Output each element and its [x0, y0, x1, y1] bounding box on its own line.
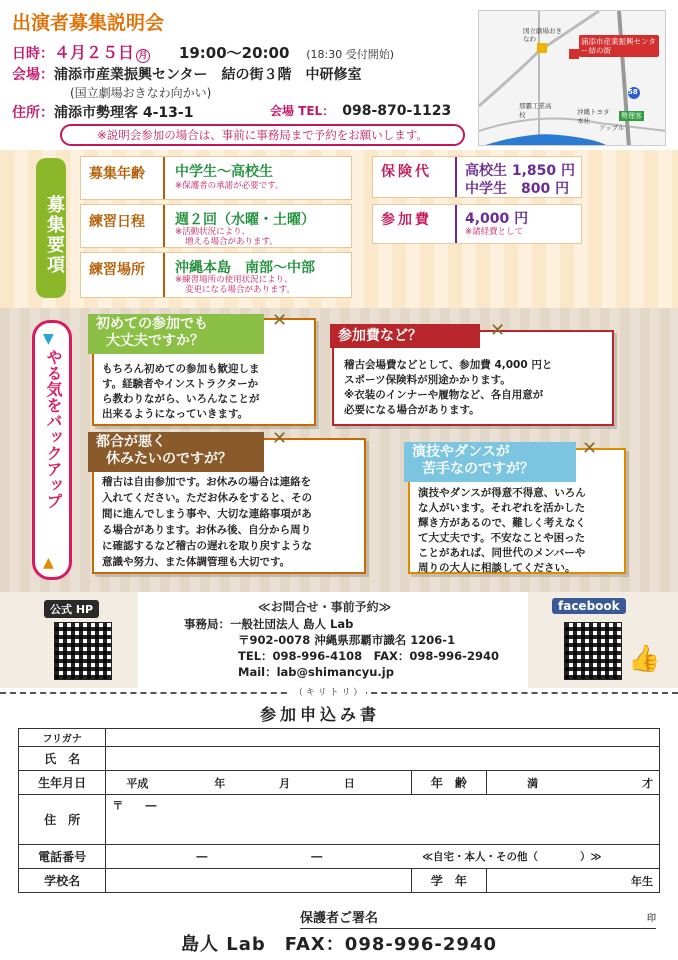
furigana-field[interactable] — [106, 729, 660, 747]
address-label: 住所： — [12, 105, 54, 121]
qa-card-fees-heading: 参加費など？ — [330, 324, 480, 348]
venue-map — [478, 10, 666, 146]
venue-line — [12, 64, 361, 84]
like-thumb-icon: 👍 — [628, 644, 661, 674]
age-label: 年 齢 — [411, 771, 487, 795]
name-label: 氏 名 — [19, 747, 106, 771]
date-value: ４月２５日 — [54, 43, 135, 62]
venue-label: 会場： — [12, 67, 54, 83]
application-form — [18, 728, 660, 893]
qa-card-absence — [92, 428, 366, 574]
time-value: 19:00〜20:00 — [178, 44, 290, 62]
facebook-label: facebook — [552, 598, 626, 614]
contact-address: 〒902-0078 沖縄県那覇市識名 1206-1 — [238, 633, 456, 647]
recruit-age-value: 中学生〜高校生 — [175, 164, 273, 180]
contact-phone: TEL：098-996-4108 FAX：098-996-2940 — [238, 649, 499, 663]
address-label: 住 所 — [19, 795, 106, 845]
recruit-age-label: 募集年齢 — [89, 166, 145, 182]
recruit-schedule-value: 週２回（水曜・土曜） — [175, 212, 315, 228]
grade-label: 学 年 — [411, 869, 487, 893]
map-label-toyota: 沖縄トヨタ本社 — [577, 108, 610, 125]
age-field[interactable]: 満 才 — [487, 771, 660, 795]
map-label-theater: 国立劇場おきなわ — [523, 27, 562, 43]
birth-field[interactable]: 平成 年 月 日 — [106, 771, 411, 795]
participation-note: ※諸経費として — [465, 227, 524, 237]
map-label-seriki: 勢理客 — [621, 112, 642, 120]
qa-card-fees — [332, 320, 614, 426]
venue-value: 浦添市産業振興センター 結の街３階 中研修室 — [54, 67, 362, 83]
insurance-line-2: 中学生 800 円 — [465, 181, 570, 197]
contact-heading: ≪お問合せ・事前予約≫ — [258, 600, 392, 614]
recruit-place-label: 練習場所 — [89, 262, 145, 278]
tel-value: 098-870-1123 — [342, 103, 452, 119]
qa-card-dance-answer: 演技やダンスが得意不得意、いろん な人がいます。それぞれを活かした 輝き方があるので、難しく考えなく て大丈夫です。不安なことや困った ことがあれば、同世代のメンバーや 周りの大人に相談してください。 — [418, 487, 586, 574]
recruit-schedule-label: 練習日程 — [89, 214, 145, 230]
facebook-qr-code[interactable] — [564, 622, 622, 680]
insurance-line-1: 高校生 1,850 円 — [465, 163, 576, 179]
venue-note: (国立劇場おきなわ向かい) — [70, 86, 212, 100]
recruit-place-value: 沖縄本島 南部〜中部 — [175, 260, 315, 276]
qa-card-first-time-heading: 初めての参加でも 大丈夫ですか？ — [88, 314, 264, 354]
recruit-place-note-2: 変更になる場合があります。 — [185, 285, 295, 295]
facebook-panel — [528, 592, 678, 688]
map-label-center: 浦添市産業振興センター結の街 — [579, 35, 659, 57]
recruit-age-note: ※保護者の承諾が必要です。 — [175, 181, 284, 191]
qa-card-absence-heading: 都合が悪く 休みたいのですが？ — [88, 432, 264, 472]
guardian-signature-line[interactable] — [300, 907, 656, 929]
participation-label: 参加費 — [381, 212, 432, 228]
contact-office: 事務局：一般社団法人 島人 Lab — [184, 617, 354, 631]
contact-details — [184, 616, 499, 680]
qa-section — [0, 308, 678, 592]
recruit-row-insurance — [372, 156, 582, 198]
name-field[interactable] — [106, 747, 660, 771]
map-drawing — [479, 11, 666, 146]
date-label: 日時： — [12, 46, 54, 62]
guardian-label: 保護者ご署名 — [300, 911, 379, 926]
contact-section — [0, 592, 678, 688]
event-title: 出演者募集説明会 — [12, 12, 165, 34]
qa-side-arrow-down-icon: ▼ — [43, 331, 54, 347]
recruitment-section — [0, 150, 678, 308]
form-title: 参加申込み書 — [260, 705, 381, 724]
map-route-58: 58 — [628, 88, 638, 96]
recruit-row-place — [80, 252, 352, 298]
qa-side-panel — [32, 320, 72, 580]
recruit-row-age — [80, 156, 352, 200]
contact-mail[interactable]: Mail：lab@shimancyu.jp — [238, 665, 394, 679]
map-label-apple: アップル — [599, 124, 625, 132]
qa-card-fees-answer: 稽古会場費などとして、参加費 4,000 円と スポーツ保険料が別途かかります。 ※衣装のインナーや履物など、各自用意が 必要になる場合があります。 — [344, 359, 553, 416]
recruit-place-note-1: ※練習場所の使用状況により、 — [175, 275, 293, 285]
birth-label: 生年月日 — [19, 771, 106, 795]
date-line — [12, 40, 394, 63]
hp-panel — [0, 592, 138, 688]
seal-label: 印 — [646, 914, 656, 924]
tag-string-icon: ✕ — [272, 310, 288, 331]
hp-label: 公式 HP — [44, 600, 99, 618]
reservation-notice: ※説明会参加の場合は、事前に事務局まで予約をお願いします。 — [60, 124, 465, 146]
address-line — [12, 102, 193, 122]
recruitment-side-label: 募集要項 — [36, 158, 66, 298]
address-value: 浦添市勢理客 4-13-1 — [54, 105, 194, 121]
recruit-schedule-note-1: ※活動状況により、 — [175, 227, 251, 237]
recruit-schedule-note-2: 増える場合があります。 — [185, 237, 278, 247]
qa-card-first-time-answer: もちろん初めての参加も歓迎しま す。経験者やインストラクターか ら教わりながら、いろんなことが 出来るようになっていきます。 — [102, 363, 260, 420]
school-field[interactable] — [106, 869, 411, 893]
phone-label: 電話番号 — [19, 845, 106, 869]
date-weekday: 月 — [136, 49, 150, 63]
time-note: (18:30 受付開始) — [306, 48, 395, 61]
recruit-row-schedule — [80, 204, 352, 248]
recruit-row-participation — [372, 204, 582, 244]
tag-string-icon: ✕ — [582, 438, 598, 459]
address-field[interactable]: 〒 ― — [106, 795, 660, 845]
qa-card-dance — [408, 438, 626, 574]
participation-value: 4,000 円 — [465, 211, 529, 227]
school-label: 学校名 — [19, 869, 106, 893]
footer-fax: 島人 Lab FAX：098-996-2940 — [181, 934, 497, 955]
hp-qr-code[interactable] — [54, 622, 112, 680]
qa-side-label: やる気をバックアップ — [44, 349, 63, 509]
tel-line — [270, 102, 451, 119]
qa-side-arrow-up-icon: ▲ — [43, 555, 54, 571]
tag-string-icon: ✕ — [272, 428, 288, 449]
tag-string-icon: ✕ — [490, 320, 506, 341]
map-label-school: 那覇工業高校 — [519, 102, 552, 119]
furigana-label: フリガナ — [19, 729, 106, 747]
tel-label: 会場 TEL： — [270, 104, 335, 118]
qa-card-first-time — [92, 310, 316, 426]
phone-field[interactable]: ― ― ≪自宅・本人・その他（ ）≫ — [106, 845, 660, 869]
qa-card-absence-answer: 稽古は自由参加です。お休みの場合は連絡を 入れてください。ただお休みをすると、その 間に進んでしまう事や、大切な連絡事項があ る場合があります。お休み後、自分から周り に確認するなど稽古の遅れを取り戻すような 意識や努力、また体調管理も大切です。 — [102, 476, 312, 568]
grade-field[interactable]: 年生 — [487, 869, 660, 893]
cut-label: （ キ リ ト リ ） — [290, 685, 366, 698]
insurance-label: 保険代 — [381, 164, 432, 180]
qa-card-dance-heading: 演技やダンスが 苦手なのですが？ — [404, 442, 576, 482]
